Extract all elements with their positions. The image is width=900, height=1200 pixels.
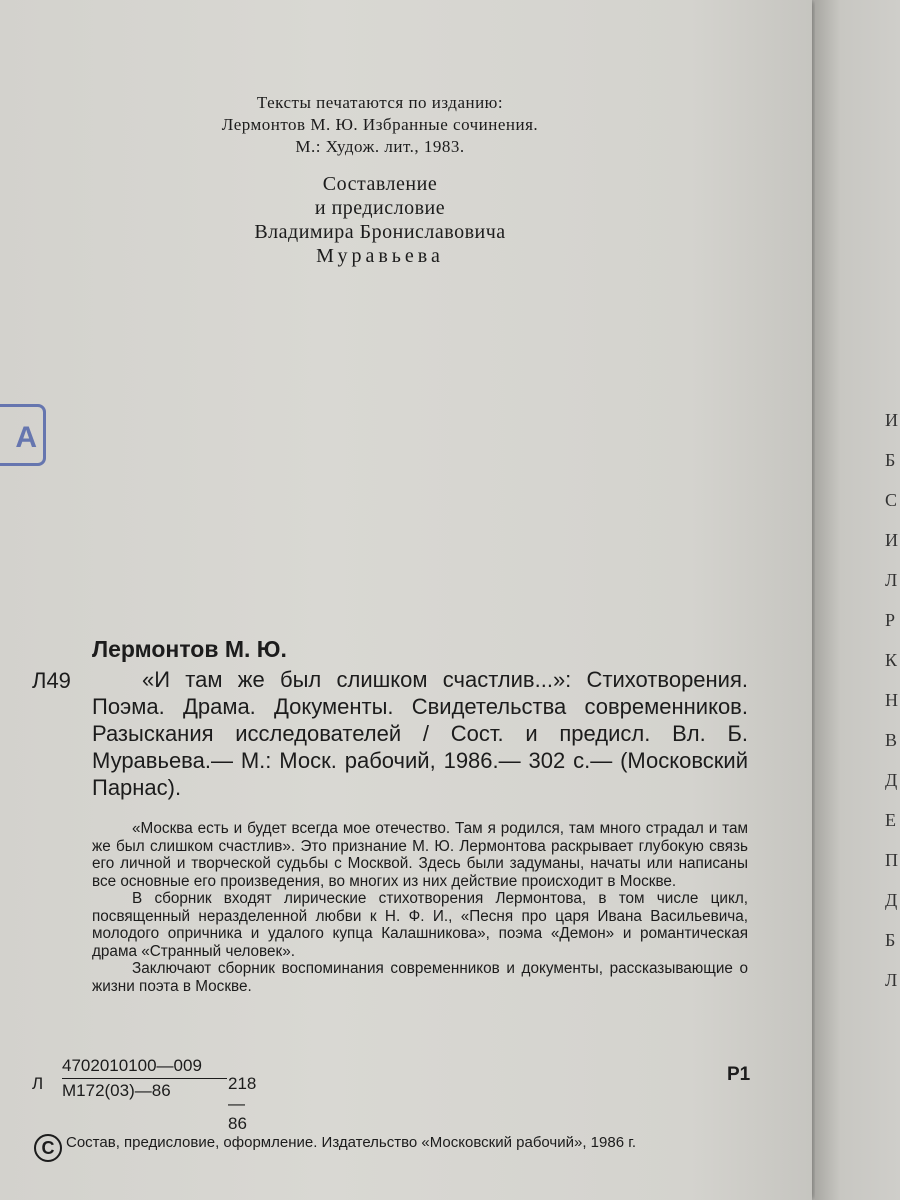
bbk-numerator: 4702010100—009 [62, 1056, 227, 1079]
source-edition-line: Лермонтов М. Ю. Избранные сочинения. [221, 115, 539, 134]
annotation-paragraph: «Москва есть и будет всегда мое отечество. Там я родился, там много страдал и там же был слишком счастлив». Это признание М. Ю. Лермонтова раскрывает глубокую связь его личной и творческой судьбы с Москвой. Здесь были задуманы, начаты или написаны все основные его произведения, во многих из них действие происходит в Москве. [92, 820, 748, 890]
compilation-line: и предисловие [314, 197, 446, 219]
adjacent-page-letter: Е [885, 810, 896, 830]
catalog-author: Лермонтов М. Ю. [92, 636, 287, 662]
adjacent-page-letter: П [885, 850, 898, 870]
source-edition-note [80, 92, 680, 158]
bbk-letter: Л [32, 1074, 44, 1093]
adjacent-page-letter: Н [885, 690, 898, 710]
annotation-paragraph: Заключают сборник воспоминания современников и документы, рассказывающие о жизни поэта в Москве. [92, 960, 748, 995]
compilation-credit [80, 172, 680, 268]
copyright-text: Состав, предисловие, оформление. Издательство «Московский рабочий», 1986 г. [66, 1134, 637, 1151]
compilation-line: Составление [322, 173, 438, 195]
bibliographic-description: «И там же был слишком счастлив...»: Стихотворения. Поэма. Драма. Документы. Свидетельства современников. Разыскания исследователей / Сост. и предисл. Вл. Б. Муравьева.— М.: Моск. рабочий, 1986.— 302 с.— (Московский Парнас). [92, 667, 748, 800]
adjacent-page-letter: Д [885, 890, 898, 910]
compiler-name: Владимира Брониславовича [254, 221, 506, 243]
adjacent-page-letter: И [885, 410, 898, 430]
annotation [92, 820, 748, 995]
adjacent-page-letter: С [885, 490, 898, 510]
adjacent-page-letter: И [885, 530, 898, 550]
bbk-code: 218—86 [228, 1074, 257, 1133]
adjacent-page-letter: Л [885, 970, 898, 990]
adjacent-page-letter: Л [885, 570, 898, 590]
library-stamp: А [0, 404, 46, 466]
copyright-icon: C [34, 1134, 62, 1162]
adjacent-page-letter: Д [885, 770, 898, 790]
adjacent-page-letter: Р [885, 610, 896, 630]
adjacent-page-letter: Б [885, 450, 896, 470]
catalog-index: Л49 [32, 668, 71, 693]
adjacent-page-letter: В [885, 730, 898, 750]
source-edition-line: М.: Худож. лит., 1983. [295, 137, 465, 156]
source-edition-line: Тексты печатаются по изданию: [256, 93, 504, 112]
adjacent-page-letter: К [885, 650, 898, 670]
bbk-class: Р1 [727, 1064, 751, 1085]
adjacent-page-edge [815, 0, 900, 1200]
adjacent-page-letters [885, 400, 898, 1000]
bbk-fraction [62, 1056, 227, 1101]
annotation-paragraph: В сборник входят лирические стихотворения Лермонтова, в том числе цикл, посвященный неразделенной любви к Н. Ф. И., «Песня про царя Ивана Васильевича, молодого опричника и удалого купца Калашникова», поэма «Демон» и романтическая драма «Странный человек». [92, 890, 748, 960]
bbk-denominator: М172(03)—86 [62, 1081, 171, 1100]
adjacent-page-letter: Б [885, 930, 896, 950]
compiler-surname: Муравьева [316, 245, 444, 267]
